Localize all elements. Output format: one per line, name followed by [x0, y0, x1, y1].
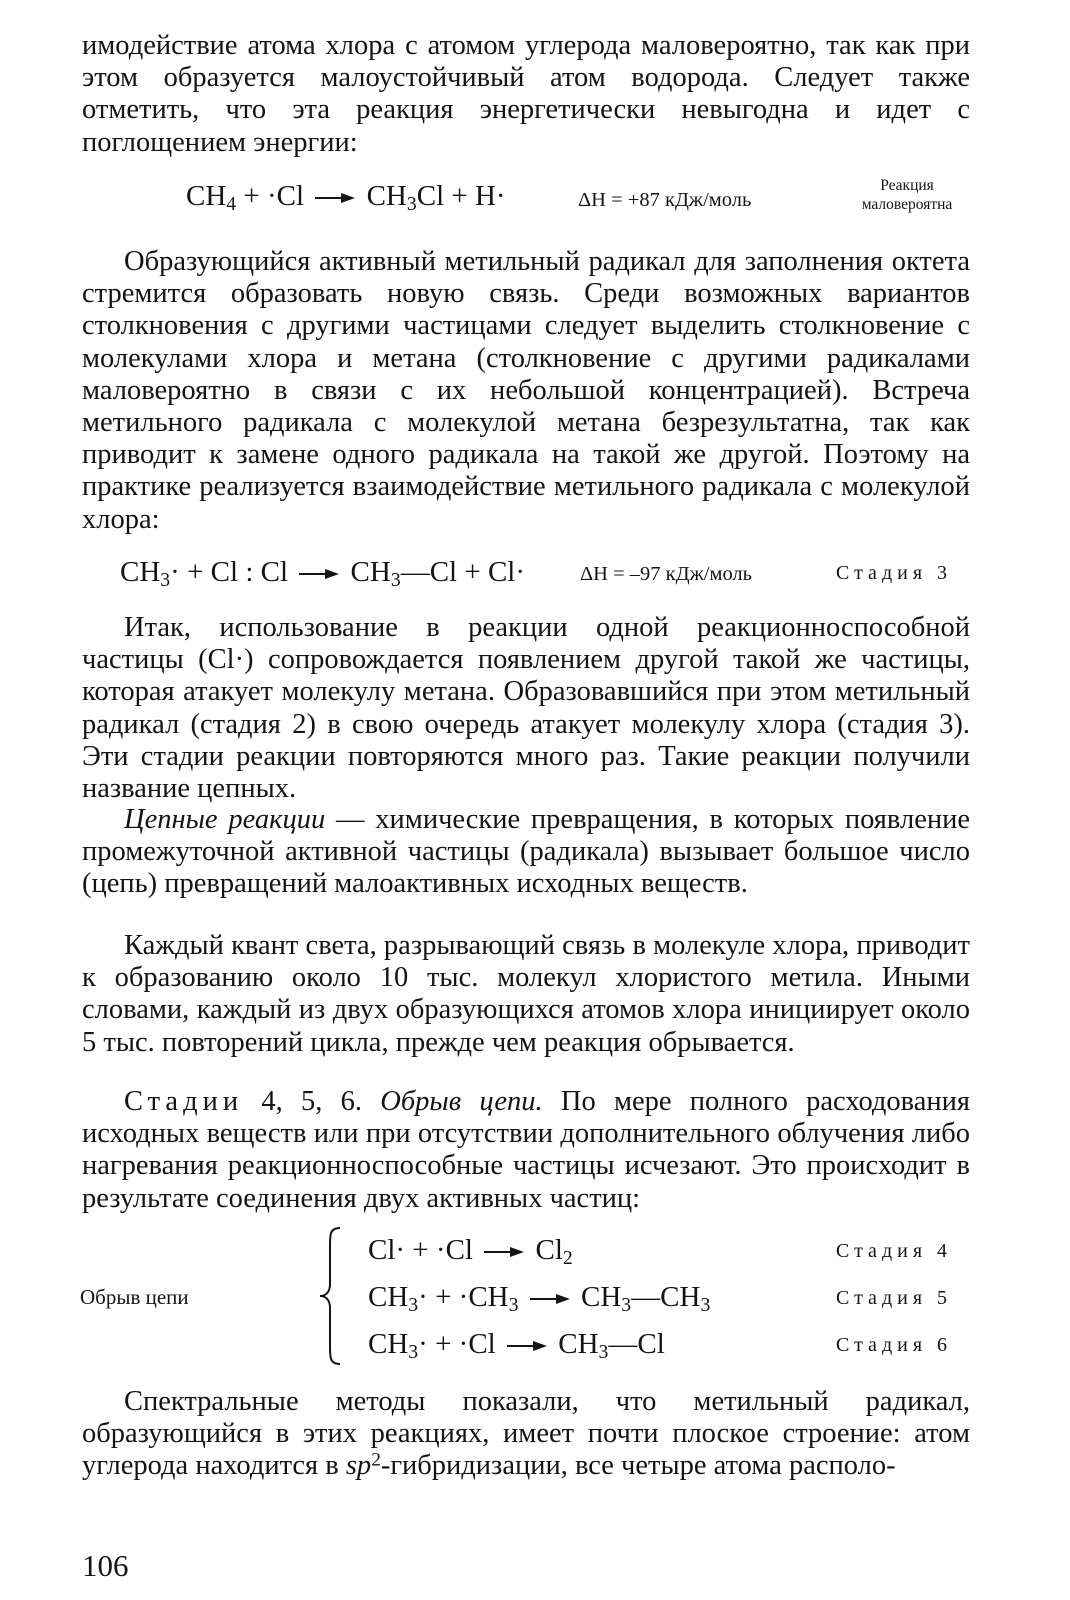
r6-rhs-a: CH: [558, 1328, 599, 1360]
reaction-stage-4: [368, 1234, 573, 1269]
eq2-enthalpy: ΔH = –97 кДж/моль: [580, 563, 753, 585]
eq2-rhs-a: CH: [350, 556, 391, 588]
eq2-rhs-b: —Cl + Cl·: [400, 556, 525, 588]
eq1-enthalpy: ΔH = +87 кДж/моль: [578, 189, 752, 211]
r5-lhs-a-sub: 3: [408, 1293, 419, 1316]
paragraph-4: [82, 804, 970, 901]
r6-lhs-b: · + ·Cl: [418, 1328, 496, 1360]
paragraph-3: Итак, использование в реакции одной реакционноспособной частицы (Cl·) сопровождается появлением другой такой же частицы, которая атакует молекулу метана. Образовавшийся при этом метильный радикал (стадия 2) в свою очередь атакует молекулу хлора (стадия 3). Эти стадии реакции повторяются много раз. Такие реакции получили название цепных.: [82, 612, 970, 805]
r5-rhs-b-sub: 3: [700, 1293, 711, 1316]
reaction-stage-6: [368, 1328, 665, 1363]
paragraph-7-text-a: Спектральные методы показали, что метильный радикал, образующийся в этих реакциях, имеет почти плоское строение: атом углерода находится в: [82, 1386, 970, 1482]
r5-rhs-b: —CH: [631, 1281, 701, 1313]
paragraph-6: [82, 1086, 970, 1215]
eq2-stage: Стадия 3: [836, 562, 953, 584]
reaction-arrow-icon: [484, 1246, 524, 1258]
eq1-rhs-a: CH: [366, 180, 407, 212]
reaction-stage-5: [368, 1281, 711, 1316]
r4-lhs: Cl· + ·Cl: [368, 1234, 473, 1266]
eq1-lhs-a: CH: [186, 180, 227, 212]
paragraph-7: [82, 1386, 970, 1483]
stage-5-label: Стадия 5: [836, 1287, 953, 1309]
r6-lhs-a: CH: [368, 1328, 409, 1360]
equation-1: [186, 180, 506, 215]
eq1-note-line2: маловероятна: [861, 196, 953, 213]
paragraph-2: Образующийся активный метильный радикал для заполнения октета стремится образовать новую связь. Среди возможных вариантов столкновения с другими частицами следует выделить столкновение с молекулами хлора и метана (столкновение с другими радикалами маловероятно в связи с их небольшой концентрацией). Встреча метильного радикала с молекулой метана безрезультатна, так как приводит к замене одного радикала на такой же другой. Поэтому на практике реализуется взаимодействие метильного радикала с молекулой хлора:: [82, 246, 970, 535]
curly-brace-icon: [318, 1226, 344, 1366]
r6-rhs-a-sub: 3: [598, 1340, 609, 1363]
eq1-lhs-a-sub: 4: [226, 192, 237, 215]
r4-rhs: Cl: [535, 1234, 563, 1266]
eq1-lhs-b: + ·Cl: [236, 180, 305, 212]
paragraph-4-text: — химические превращения, в которых появление промежуточной активной частицы (радикала) вызывает большое число (цепь) превращений малоактивных исходных веществ.: [82, 804, 970, 900]
eq2-lhs-a-sub: 3: [160, 568, 171, 591]
r6-lhs-a-sub: 3: [408, 1340, 419, 1363]
paragraph-7-text-b: -гибридизации, все четыре атома располо-: [380, 1450, 896, 1482]
paragraph-6-text: По мере полного расходования исходных веществ или при отсутствии дополнительного облучения либо нагревания реакционноспособные частицы исчезают. Это происходит в результате соединения двух активных частиц:: [82, 1086, 971, 1214]
stage-6-label: Стадия 6: [836, 1334, 953, 1356]
eq1-note: [837, 176, 977, 214]
r5-lhs-b-sub: 3: [508, 1293, 519, 1316]
eq1-note-line1: Реакция: [880, 177, 934, 194]
r6-rhs-b: —Cl: [608, 1328, 665, 1360]
equation-2: [120, 556, 525, 591]
r5-lhs-a: CH: [368, 1281, 409, 1313]
r4-rhs-sub: 2: [562, 1246, 573, 1269]
paragraph-5: Каждый квант света, разрывающий связь в молекуле хлора, приводит к образованию около 10 тыс. молекул хлористого метила. Иными словами, каждый из двух образующихся атомов хлора инициирует около 5 тыс. повторений цикла, прежде чем реакция обрывается.: [82, 930, 970, 1058]
stage-4-label: Стадия 4: [836, 1240, 953, 1262]
r5-lhs-b: · + ·CH: [418, 1281, 509, 1313]
r5-rhs-a-sub: 3: [621, 1293, 632, 1316]
reaction-arrow-icon: [530, 1293, 570, 1305]
eq2-rhs-a-sub: 3: [390, 568, 401, 591]
page-number: 106: [82, 1548, 129, 1583]
stages-label: Стадии: [124, 1086, 244, 1117]
termination-label: Обрыв цепи: [80, 1285, 189, 1309]
eq1-rhs-b: Cl + H·: [416, 180, 506, 212]
eq2-lhs-a: CH: [120, 556, 161, 588]
paragraph-1: имодействие атома хлора с атомом углерода маловероятно, так как при этом образуется малоустойчивый атом водорода. Следует также отметить, что эта реакция энергетически невыгодна и идет с поглощением энергии:: [82, 30, 970, 158]
stages-numbers: 4, 5, 6.: [243, 1086, 381, 1117]
term-chain-reactions: Цепные реакции: [124, 804, 326, 835]
term-chain-termination: Обрыв цепи.: [380, 1086, 543, 1117]
sp-superscript: 2: [371, 1449, 381, 1471]
eq1-rhs-a-sub: 3: [406, 192, 417, 215]
reaction-arrow-icon: [507, 1340, 547, 1352]
sp-hybridization: sp: [345, 1450, 372, 1482]
r5-rhs-a: CH: [580, 1281, 622, 1313]
eq2-lhs-b: · + Cl : Cl: [170, 556, 289, 588]
reaction-arrow-icon: [315, 192, 355, 204]
reaction-arrow-icon: [299, 568, 339, 580]
